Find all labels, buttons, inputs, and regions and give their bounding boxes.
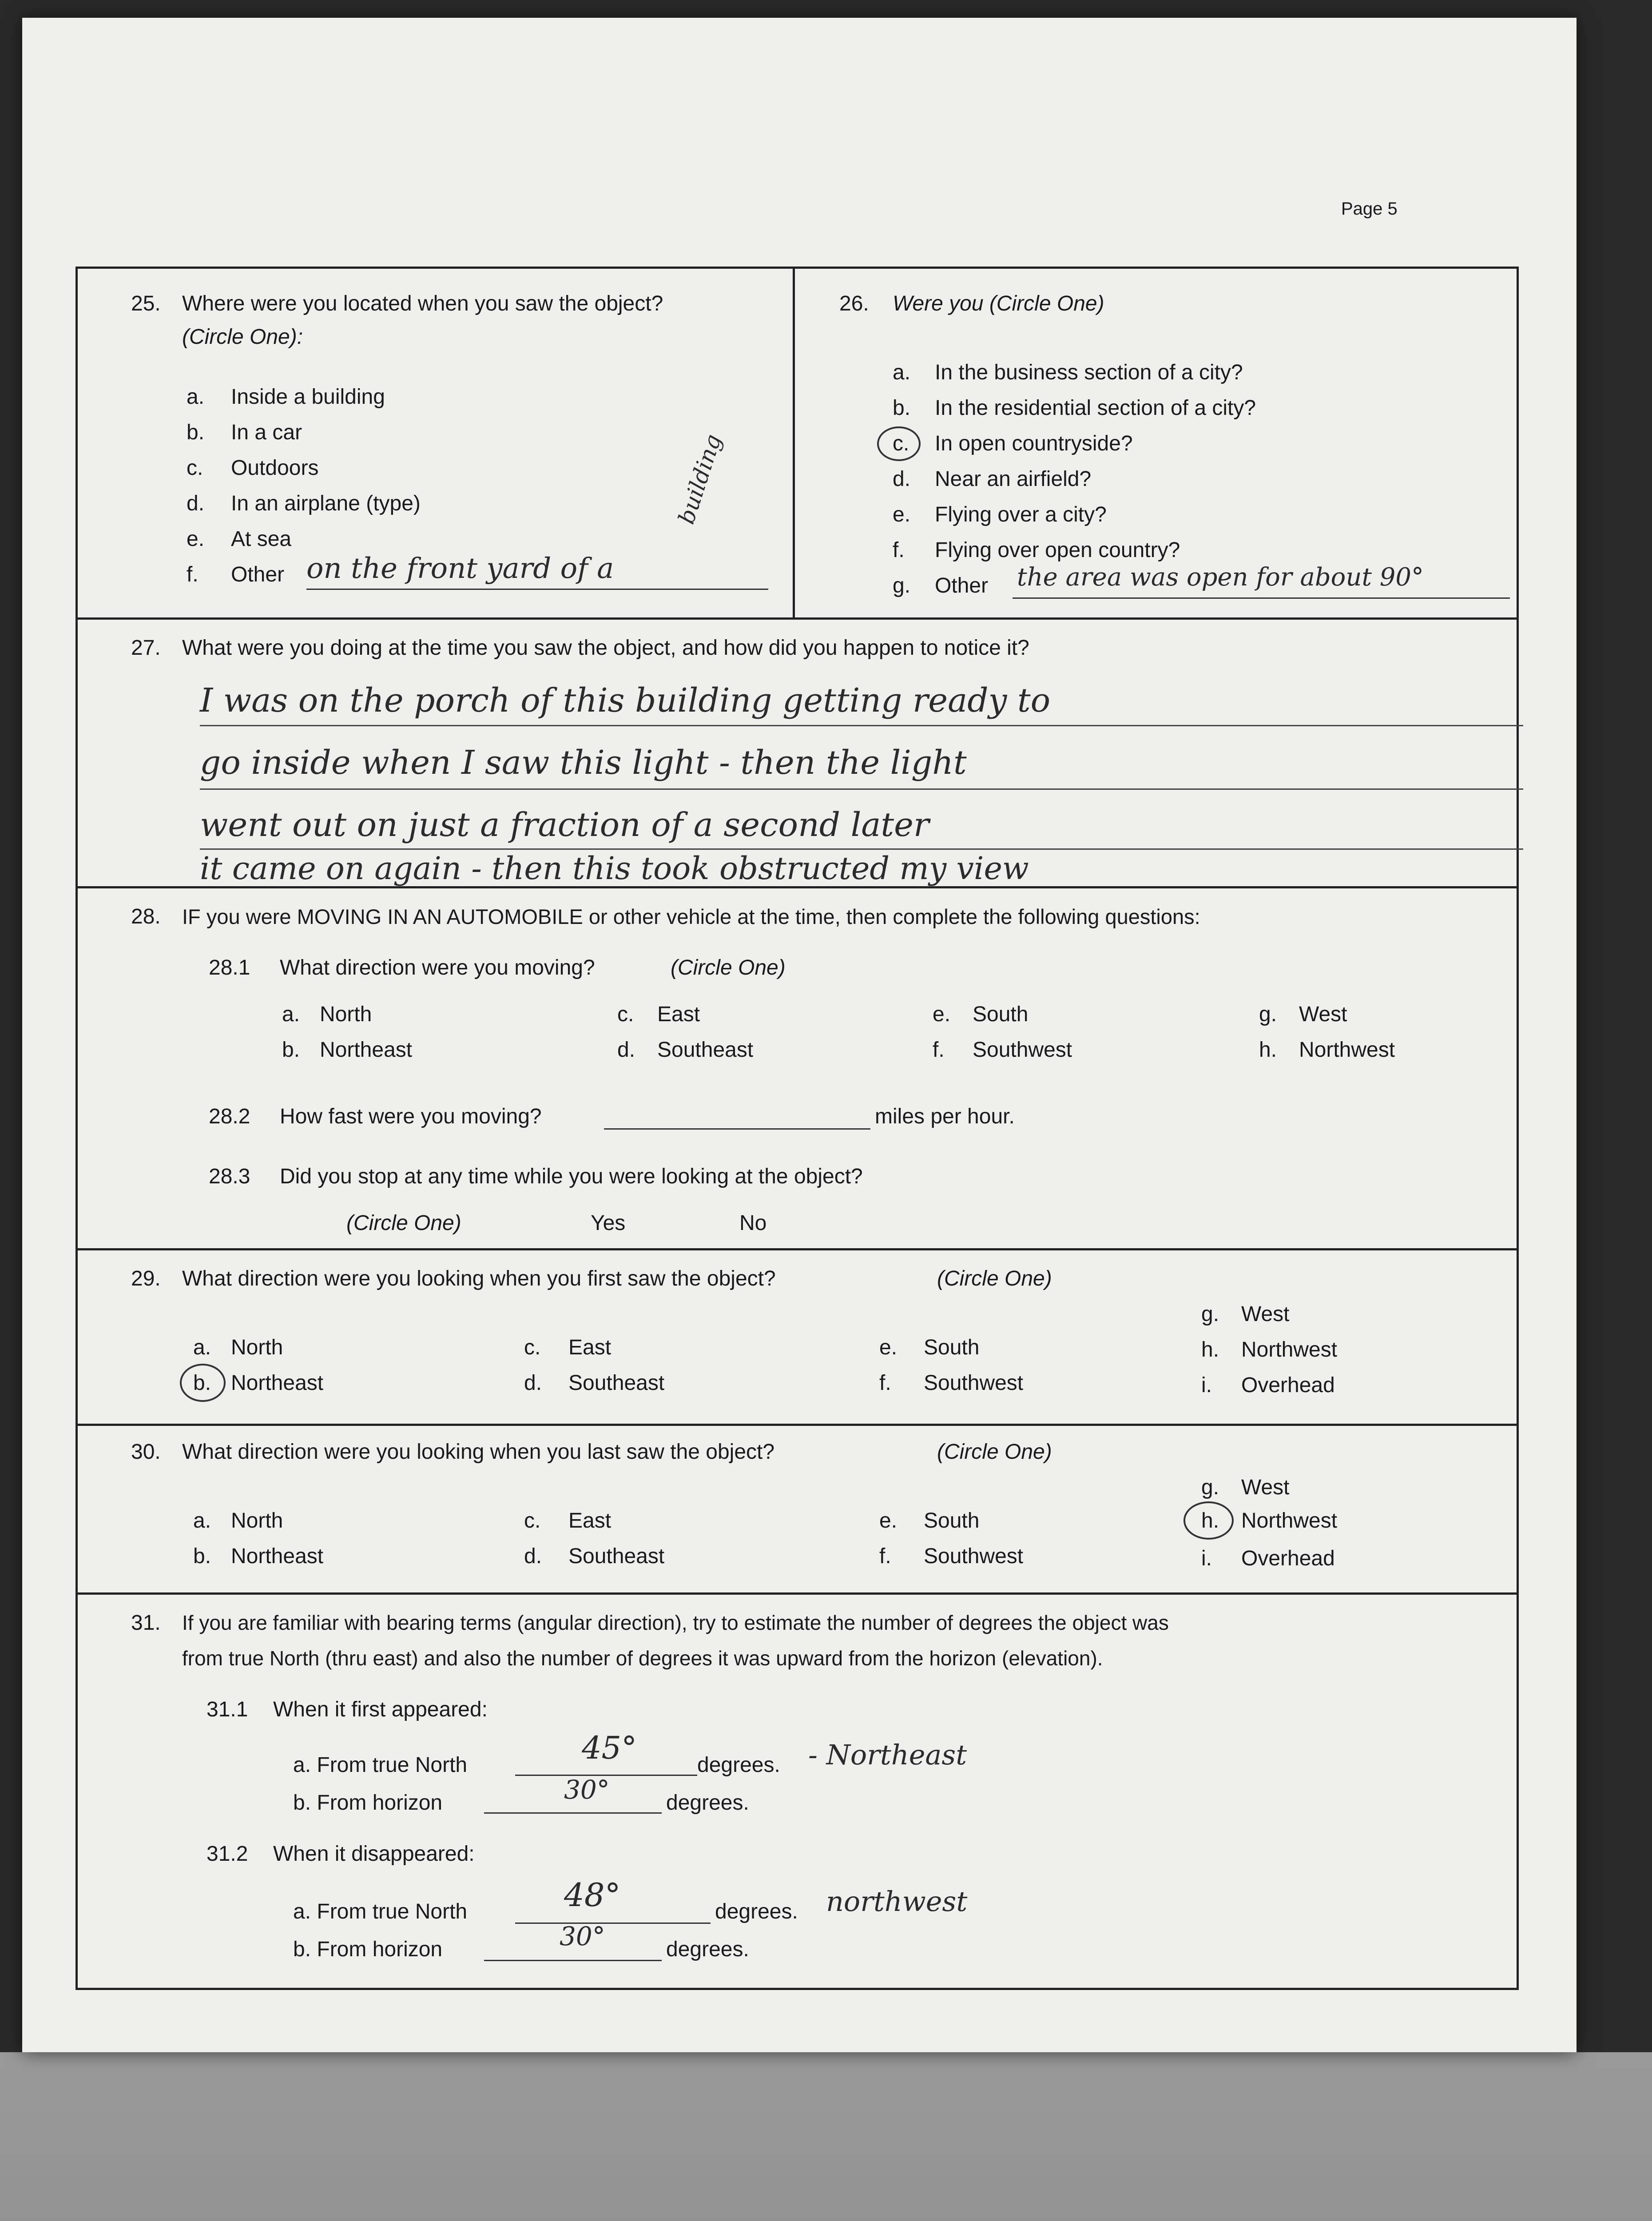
- q27-question: What were you doing at the time you saw the object, and how did you happen to notice it?: [182, 636, 1029, 660]
- q29-instruction: (Circle One): [937, 1267, 1052, 1290]
- q28-1-option-f[interactable]: Southwest: [973, 1038, 1072, 1062]
- q25-option-f-letter: f.: [187, 563, 199, 586]
- q25-option-d-letter: d.: [187, 492, 205, 515]
- q25-question: Where were you located when you saw the object?: [182, 292, 663, 315]
- q28-1-option-e[interactable]: South: [973, 1003, 1029, 1026]
- q26-other-line: [1013, 597, 1510, 599]
- q31-1-a-unit: degrees.: [697, 1753, 780, 1777]
- q31-2-b-line: [484, 1960, 662, 1961]
- q25-option-a[interactable]: Inside a building: [231, 385, 385, 409]
- q28-1-option-g[interactable]: West: [1299, 1003, 1347, 1026]
- q31-2-a-line: [515, 1922, 711, 1924]
- q29-option-b[interactable]: Northeast: [231, 1371, 324, 1395]
- q28-1-option-f-letter: f.: [933, 1038, 945, 1062]
- q29-option-a-letter: a.: [193, 1336, 211, 1359]
- q27-rule-1: [200, 725, 1523, 726]
- q29-option-f[interactable]: Southwest: [924, 1371, 1024, 1395]
- q30-option-g[interactable]: West: [1241, 1476, 1290, 1499]
- q28-1-instruction: (Circle One): [671, 956, 786, 979]
- q29-option-c[interactable]: East: [568, 1336, 612, 1359]
- q27-answer-line-1[interactable]: I was on the porch of this building getting ready to: [200, 681, 1051, 720]
- q31-2-number: 31.2: [206, 1842, 248, 1866]
- q26-option-c[interactable]: In open countryside?: [935, 432, 1133, 455]
- q29-option-h[interactable]: Northwest: [1241, 1338, 1338, 1361]
- form-page: [22, 18, 1577, 2052]
- q26-number: 26.: [839, 292, 869, 315]
- q28-1-option-d-letter: d.: [617, 1038, 635, 1062]
- q26-other-answer[interactable]: the area was open for about 90°: [1017, 563, 1424, 592]
- q28-2-question: How fast were you moving?: [280, 1105, 542, 1128]
- q25-option-b-letter: b.: [187, 421, 205, 444]
- q30-option-c[interactable]: East: [568, 1509, 612, 1532]
- q31-number: 31.: [131, 1611, 161, 1635]
- q26-option-b[interactable]: In the residential section of a city?: [935, 396, 1256, 420]
- q25-option-c-letter: c.: [187, 456, 203, 480]
- q25-number: 25.: [131, 292, 161, 315]
- q31-1-b-line: [484, 1812, 662, 1814]
- q29-option-b-letter: b.: [193, 1371, 211, 1395]
- q30-option-b[interactable]: Northeast: [231, 1544, 324, 1568]
- q26-option-g[interactable]: Other: [935, 574, 989, 597]
- q25-option-b[interactable]: In a car: [231, 421, 302, 444]
- q28-1-option-h[interactable]: Northwest: [1299, 1038, 1395, 1062]
- q29-option-i-letter: i.: [1201, 1373, 1212, 1397]
- q31-2-a-unit: degrees.: [715, 1900, 798, 1923]
- q31-2-a-note[interactable]: northwest: [826, 1885, 968, 1918]
- q30-option-d-letter: d.: [524, 1544, 542, 1568]
- q31-question-line-2: from true North (thru east) and also the number of degrees it was upward from the horizon (elevation).: [182, 1647, 1103, 1670]
- q28-1-number: 28.1: [209, 956, 250, 979]
- q30-option-e-letter: e.: [879, 1509, 897, 1532]
- q30-number: 30.: [131, 1440, 161, 1464]
- q30-option-a-letter: a.: [193, 1509, 211, 1532]
- q25-option-e-letter: e.: [187, 527, 205, 551]
- q28-3-yes[interactable]: Yes: [591, 1211, 626, 1235]
- q27-rule-2: [200, 788, 1523, 790]
- q26-option-g-letter: g.: [893, 574, 911, 597]
- q31-1-b-unit: degrees.: [666, 1791, 749, 1815]
- q28-question: IF you were MOVING IN AN AUTOMOBILE or other vehicle at the time, then complete the following questions:: [182, 905, 1200, 928]
- divider-31: [75, 1592, 1517, 1595]
- q27-answer-line-2[interactable]: go inside when I saw this light - then the light: [200, 744, 967, 782]
- q25-option-f[interactable]: Other: [231, 563, 285, 586]
- q29-option-d[interactable]: Southeast: [568, 1371, 665, 1395]
- q31-1-a-note[interactable]: - Northeast: [808, 1739, 967, 1771]
- q27-rule-3: [200, 848, 1523, 850]
- q31-1-b-label: b. From horizon: [293, 1791, 443, 1815]
- q30-option-i[interactable]: Overhead: [1241, 1547, 1335, 1570]
- q26-option-d[interactable]: Near an airfield?: [935, 467, 1092, 491]
- q25-other-line: [306, 589, 768, 590]
- q29-option-h-letter: h.: [1201, 1338, 1219, 1361]
- q30-question: What direction were you looking when you last saw the object?: [182, 1440, 775, 1464]
- q25-option-c[interactable]: Outdoors: [231, 456, 319, 480]
- q29-question: What direction were you looking when you first saw the object?: [182, 1267, 776, 1290]
- q26-option-e[interactable]: Flying over a city?: [935, 503, 1107, 526]
- q28-3-number: 28.3: [209, 1165, 250, 1188]
- q29-option-i[interactable]: Overhead: [1241, 1373, 1335, 1397]
- q30-option-h-letter: h.: [1201, 1509, 1219, 1532]
- q30-option-g-letter: g.: [1201, 1476, 1219, 1499]
- q26-option-f-letter: f.: [893, 538, 905, 562]
- q29-number: 29.: [131, 1267, 161, 1290]
- q30-option-b-letter: b.: [193, 1544, 211, 1568]
- q25-instruction: (Circle One):: [182, 325, 303, 349]
- q31-2-label: When it disappeared:: [273, 1842, 475, 1866]
- q29-option-e[interactable]: South: [924, 1336, 980, 1359]
- q30-option-c-letter: c.: [524, 1509, 541, 1532]
- q28-1-option-a[interactable]: North: [320, 1003, 372, 1026]
- q28-1-option-d[interactable]: Southeast: [657, 1038, 754, 1062]
- q30-option-f[interactable]: Southwest: [924, 1544, 1024, 1568]
- q26-option-a-letter: a.: [893, 361, 911, 384]
- q29-option-e-letter: e.: [879, 1336, 897, 1359]
- q29-option-g[interactable]: West: [1241, 1302, 1290, 1326]
- q28-2-speed-field[interactable]: [604, 1128, 870, 1130]
- q28-1-option-c-letter: c.: [617, 1003, 634, 1026]
- q31-2-a-value[interactable]: 48°: [564, 1876, 621, 1914]
- q30-option-h[interactable]: Northwest: [1241, 1509, 1338, 1532]
- q27-answer-line-4[interactable]: it came on again - then this took obstructed my view: [200, 850, 1029, 887]
- q28-1-question: What direction were you moving?: [280, 956, 595, 979]
- q25-option-a-letter: a.: [187, 385, 205, 409]
- q31-1-number: 31.1: [206, 1698, 248, 1721]
- q27-answer-line-3[interactable]: went out on just a fraction of a second later: [200, 806, 929, 844]
- q29-option-d-letter: d.: [524, 1371, 542, 1395]
- q28-3-no[interactable]: No: [739, 1211, 767, 1235]
- q30-option-f-letter: f.: [879, 1544, 891, 1568]
- divider-25-26: [793, 267, 795, 617]
- q26-option-a[interactable]: In the business section of a city?: [935, 361, 1243, 384]
- q25-option-d[interactable]: In an airplane (type): [231, 492, 421, 515]
- q28-1-option-h-letter: h.: [1259, 1038, 1277, 1062]
- q30-option-e[interactable]: South: [924, 1509, 980, 1532]
- q29-option-g-letter: g.: [1201, 1302, 1219, 1326]
- table-surface: [0, 2052, 1652, 2221]
- divider-29: [75, 1248, 1517, 1250]
- q28-3-question: Did you stop at any time while you were looking at the object?: [280, 1165, 863, 1188]
- q31-1-b-value[interactable]: 30°: [564, 1775, 610, 1805]
- q28-1-option-c[interactable]: East: [657, 1003, 700, 1026]
- q31-1-label: When it first appeared:: [273, 1698, 488, 1721]
- q28-1-option-b[interactable]: Northeast: [320, 1038, 413, 1062]
- q28-number: 28.: [131, 905, 161, 928]
- q26-question: Were you (Circle One): [893, 292, 1104, 315]
- q30-instruction: (Circle One): [937, 1440, 1052, 1464]
- q29-option-c-letter: c.: [524, 1336, 541, 1359]
- q28-2-number: 28.2: [209, 1105, 250, 1128]
- q31-question-line-1: If you are familiar with bearing terms (angular direction), try to estimate the number of degrees the object was: [182, 1611, 1169, 1634]
- q26-option-c-letter: c.: [893, 432, 909, 455]
- q28-1-option-g-letter: g.: [1259, 1003, 1277, 1026]
- q31-2-a-label: a. From true North: [293, 1900, 468, 1923]
- q31-2-b-label: b. From horizon: [293, 1938, 443, 1961]
- divider-27: [75, 617, 1517, 620]
- q28-1-option-a-letter: a.: [282, 1003, 300, 1026]
- q26-option-f[interactable]: Flying over open country?: [935, 538, 1180, 562]
- q29-option-a[interactable]: North: [231, 1336, 283, 1359]
- q29-option-f-letter: f.: [879, 1371, 891, 1395]
- q28-1-option-b-letter: b.: [282, 1038, 300, 1062]
- divider-30: [75, 1424, 1517, 1426]
- q28-2-suffix: miles per hour.: [875, 1105, 1015, 1128]
- q31-2-b-unit: degrees.: [666, 1938, 749, 1961]
- q30-option-a[interactable]: North: [231, 1509, 283, 1532]
- q31-1-a-label: a. From true North: [293, 1753, 468, 1777]
- q25-option-e[interactable]: At sea: [231, 527, 292, 551]
- q30-option-d[interactable]: Southeast: [568, 1544, 665, 1568]
- q25-other-answer[interactable]: on the front yard of a: [306, 552, 614, 585]
- page-number: Page 5: [1341, 199, 1398, 219]
- q28-1-option-e-letter: e.: [933, 1003, 951, 1026]
- q30-option-i-letter: i.: [1201, 1547, 1212, 1570]
- q26-option-d-letter: d.: [893, 467, 911, 491]
- q31-1-a-value[interactable]: 45°: [582, 1730, 637, 1766]
- q26-option-b-letter: b.: [893, 396, 911, 420]
- q28-3-instruction: (Circle One): [346, 1211, 461, 1235]
- q31-2-b-value[interactable]: 30°: [560, 1921, 605, 1951]
- q27-number: 27.: [131, 636, 161, 660]
- q26-option-e-letter: e.: [893, 503, 911, 526]
- q25-margin-answer: building: [673, 431, 727, 527]
